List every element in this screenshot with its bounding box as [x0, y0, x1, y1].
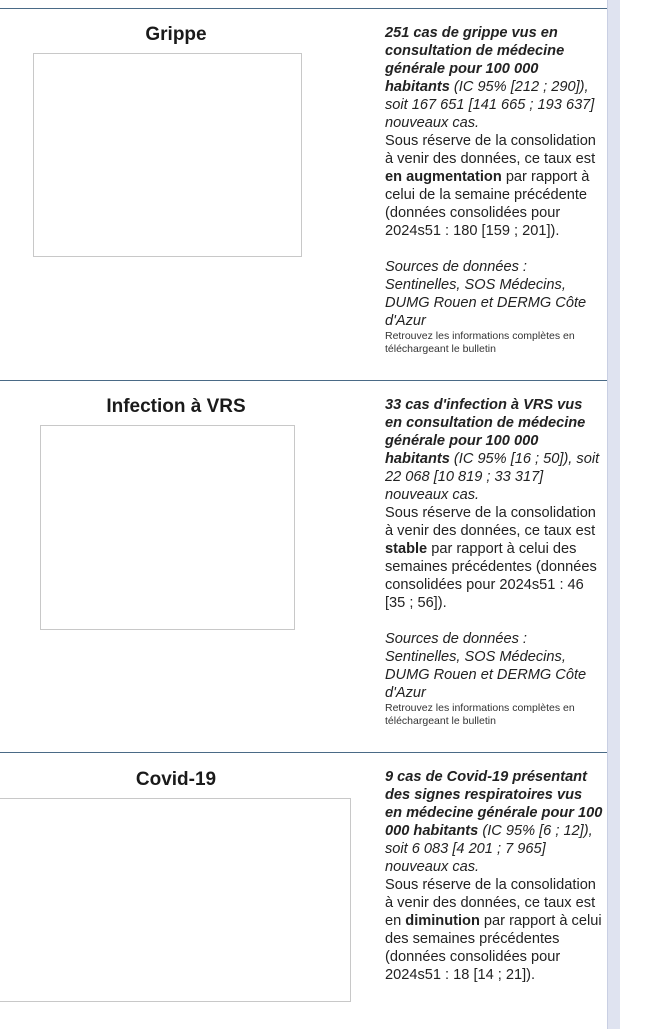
section-divider	[0, 8, 607, 9]
summary-paragraph	[385, 396, 603, 504]
reserve-suffix: par rapport à celui des semaines précédentes (données consolidées pour 2024s51 : 18 [14 ; 21]).	[385, 913, 602, 983]
section-title-covid: Covid-19	[135, 769, 217, 790]
reserve-prefix: Sous réserve de la consolidation à venir des données, ce taux est	[385, 505, 596, 539]
summary-paragraph	[385, 768, 603, 876]
sources-text: Sources de données : Sentinelles, SOS Médecins, DUMG Rouen et DERMG Côte d'Azur	[385, 631, 587, 701]
summary-paragraph	[385, 24, 603, 132]
confidence-interval: (IC 95% [6 ; 12]), soit 6 083 [4 201 ; 7 965] nouveaux cas.	[385, 823, 593, 875]
reserve-paragraph	[385, 876, 603, 984]
chart-placeholder-covid	[0, 798, 351, 1002]
trend-label: en augmentation	[385, 169, 502, 185]
chart-placeholder-grippe	[33, 53, 302, 257]
sources-text: Sources de données : Sentinelles, SOS Médecins, DUMG Rouen et DERMG Côte d'Azur	[385, 259, 587, 329]
reserve-prefix: Sous réserve de la consolidation à venir des données, ce taux est en	[385, 877, 596, 929]
confidence-interval: (IC 95% [16 ; 50]), soit 22 068 [10 819 ; 33 317] nouveaux cas.	[385, 451, 600, 503]
reserve-suffix: par rapport à celui de la semaine précédente (données consolidées pour 2024s51 : 180 [159 ; 201]).	[385, 169, 590, 239]
summary-covid	[385, 768, 603, 984]
bulletin-link-text[interactable]: Retrouvez les informations complètes en téléchargeant le bulletin	[385, 702, 575, 727]
chart-placeholder-vrs	[40, 425, 295, 630]
section-divider	[0, 380, 607, 381]
trend-label: diminution	[405, 913, 480, 929]
headline: 9 cas de Covid-19 présentant des signes respiratoires vus en médecine générale pour 100 000 habitants	[385, 769, 603, 839]
reserve-prefix: Sous réserve de la consolidation à venir des données, ce taux est	[385, 133, 596, 167]
reserve-suffix: par rapport à celui des semaines précédentes (données consolidées pour 2024s51 : 46 [35 ; 56]).	[385, 541, 597, 611]
reserve-paragraph	[385, 504, 603, 612]
bulletin-link-text[interactable]: Retrouvez les informations complètes en téléchargeant le bulletin	[385, 330, 575, 355]
summary-grippe	[385, 24, 603, 356]
confidence-interval: (IC 95% [212 ; 290]), soit 167 651 [141 665 ; 193 637] nouveaux cas.	[385, 79, 595, 131]
trend-label: stable	[385, 541, 428, 557]
section-divider	[0, 752, 607, 753]
headline: 251 cas de grippe vus en consultation de médecine générale pour 100 000 habitants	[385, 25, 565, 95]
section-title-vrs: Infection à VRS	[106, 396, 246, 417]
headline: 33 cas d'infection à VRS vus en consultation de médecine générale pour 100 000 habitants	[385, 397, 586, 467]
reserve-paragraph	[385, 132, 603, 240]
vertical-scrollbar[interactable]	[607, 0, 620, 1029]
section-title-grippe: Grippe	[145, 24, 207, 45]
summary-vrs	[385, 396, 603, 728]
